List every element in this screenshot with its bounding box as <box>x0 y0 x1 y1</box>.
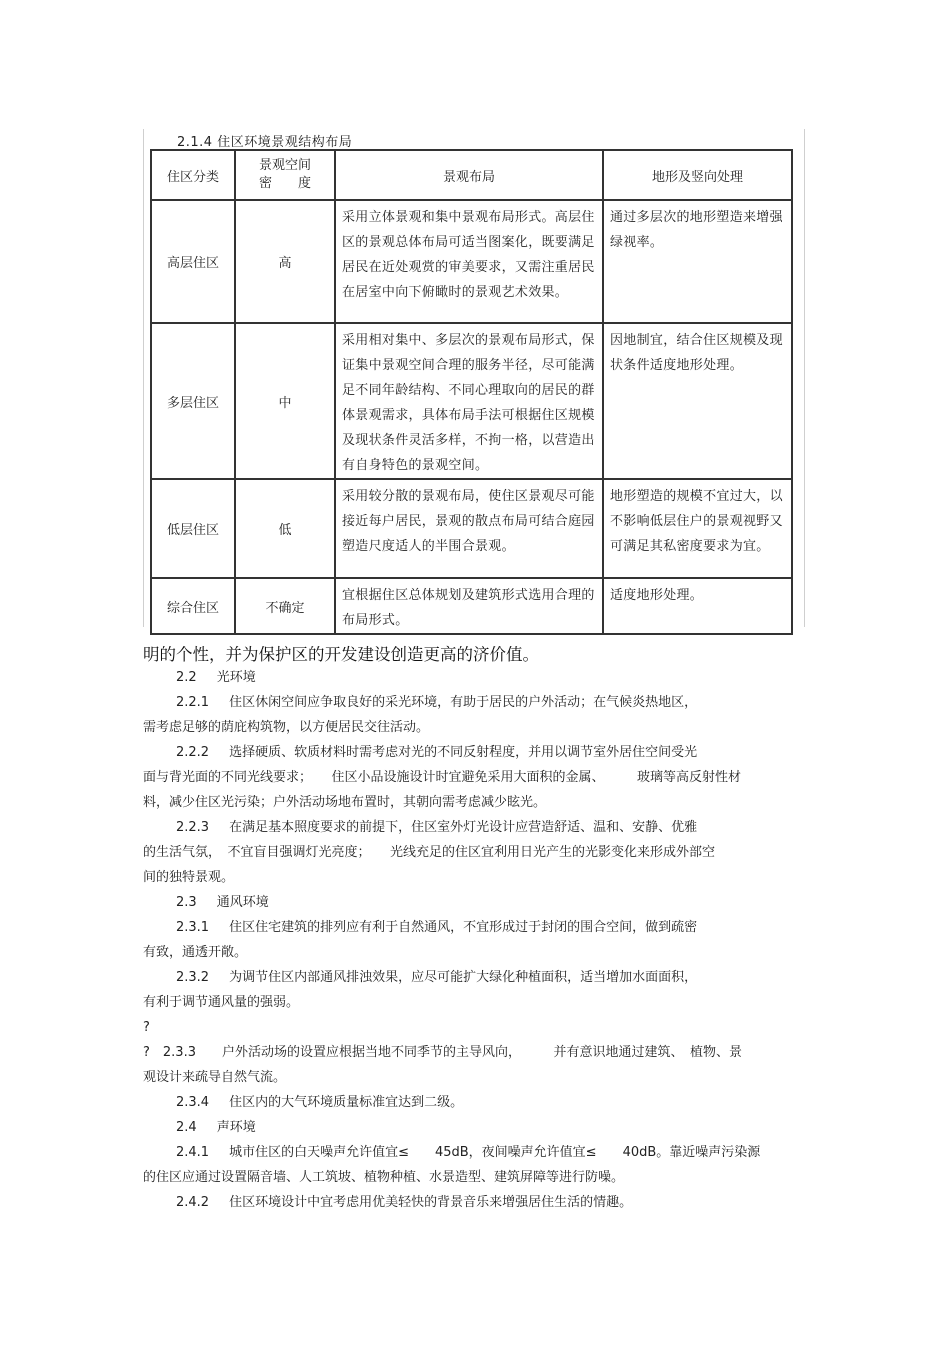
row-layout: 采用相对集中、多层次的景观布局形式，保证集中景观空间合理的服务半径，尽可能满足不同年龄结构、不同心理取向的居民的群体景观需求，具体布局手法可根据住区规模及现状条件灵活多样，不拘一格，以营造出有自身特色的景观空间。 <box>335 323 603 479</box>
table-row <box>151 479 792 578</box>
body-text <box>143 665 813 1215</box>
table-row <box>151 323 792 479</box>
table-row <box>151 200 792 323</box>
row-type: 高层住区 <box>151 200 235 323</box>
paragraph-line: 有致，通透开敞。 <box>143 945 248 960</box>
row-type: 多层住区 <box>151 323 235 479</box>
lead-sentence: 明的个性，并为保护区的开发建设创造更高的济价值。 <box>143 645 539 664</box>
paragraph-line: 面与背光面的不同光线要求； 住区小品设施设计时宜避免采用大面积的金属、 玻璃等高反射性材 <box>143 770 742 785</box>
row-terrain: 因地制宜，结合住区规模及现状条件适度地形处理。 <box>603 323 792 479</box>
paragraph-line: 2.2.3 在满足基本照度要求的前提下，住区室外灯光设计应营造舒适、温和、安静、优雅 <box>176 820 698 835</box>
stray-mark: ? <box>143 1020 150 1035</box>
paragraph-line: 2.3.1 住区住宅建筑的排列应有利于自然通风，不宜形成过于封闭的围合空间，做到疏密 <box>176 920 698 935</box>
row-density: 高 <box>235 200 335 323</box>
row-layout: 宜根据住区总体规划及建筑形式选用合理的布局形式。 <box>335 578 603 634</box>
paragraph-line: 2.2.2 选择硬质、软质材料时需考虑对光的不同反射程度，并用以调节室外居住空间受光 <box>176 745 698 760</box>
header-density-line1: 景观空间 <box>258 158 311 173</box>
figure-caption: 2.1.4 住区环境景观结构布局 <box>177 135 353 150</box>
header-type: 住区分类 <box>151 150 235 200</box>
paragraph-line: 需考虑足够的荫庇构筑物，以方便居民交往活动。 <box>143 720 430 735</box>
row-terrain: 适度地形处理。 <box>603 578 792 634</box>
table-header-row <box>151 150 792 200</box>
row-density: 低 <box>235 479 335 578</box>
header-density-line2: 密 度 <box>258 176 311 191</box>
paragraph-line: 观设计来疏导自然气流。 <box>143 1070 287 1085</box>
paragraph-line: 2.4.1 城市住区的白天噪声允许值宜≤ 45dB，夜间噪声允许值宜≤ 40dB。靠近噪声污染源 <box>176 1145 761 1160</box>
row-layout: 采用较分散的景观布局，使住区景观尽可能接近每户居民，景观的散点布局可结合庭园塑造尺度适人的半围合景观。 <box>335 479 603 578</box>
row-density: 不确定 <box>235 578 335 634</box>
paragraph-line: 料，减少住区光污染；户外活动场地布置时，其朝向需考虑减少眩光。 <box>143 795 547 810</box>
paragraph-line: 间的独特景观。 <box>143 870 235 885</box>
header-layout: 景观布局 <box>335 150 603 200</box>
row-type: 综合住区 <box>151 578 235 634</box>
paragraph-line: ? 2.3.3 户外活动场的设置应根据当地不同季节的主导风向， 并有意识地通过建筑、 植物、景 <box>143 1045 742 1060</box>
paragraph-line: 2.2.1 住区休闲空间应争取良好的采光环境，有助于居民的户外活动；在气候炎热地区， <box>176 695 698 710</box>
row-terrain: 通过多层次的地形塑造来增强绿视率。 <box>603 200 792 323</box>
paragraph-line: 2.4.2 住区环境设计中宜考虑用优美轻快的背景音乐来增强居住生活的情趣。 <box>176 1195 633 1210</box>
section-heading-light: 2.2 光环境 <box>176 670 256 685</box>
row-density: 中 <box>235 323 335 479</box>
row-layout: 采用立体景观和集中景观布局形式。高层住区的景观总体布局可适当图案化，既要满足居民在近处观赏的审美要求，又需注重居民在居室中向下俯瞰时的景观艺术效果。 <box>335 200 603 323</box>
paragraph-line: 2.3.2 为调节住区内部通风排浊效果，应尽可能扩大绿化种植面积，适当增加水面面积， <box>176 970 698 985</box>
row-type: 低层住区 <box>151 479 235 578</box>
paragraph-line: 的生活气氛， 不宜盲目强调灯光亮度； 光线充足的住区宜利用日光产生的光影变化来形成外部空 <box>143 845 716 860</box>
landscape-layout-table <box>150 149 793 635</box>
header-terrain: 地形及竖向处理 <box>603 150 792 200</box>
paragraph-line: 2.3.4 住区内的大气环境质量标准宜达到二级。 <box>176 1095 464 1110</box>
paragraph-line: 的住区应通过设置隔音墙、人工筑坡、植物种植、水景造型、建筑屏障等进行防噪。 <box>143 1170 625 1185</box>
header-density <box>235 150 335 200</box>
section-heading-ventilation: 2.3 通风环境 <box>176 895 269 910</box>
table-figure <box>143 129 805 627</box>
paragraph-line: 有利于调节通风量的强弱。 <box>143 995 300 1010</box>
table-row <box>151 578 792 634</box>
section-heading-sound: 2.4 声环境 <box>176 1120 256 1135</box>
row-terrain: 地形塑造的规模不宜过大，以不影响低层住户的景观视野又可满足其私密度要求为宜。 <box>603 479 792 578</box>
